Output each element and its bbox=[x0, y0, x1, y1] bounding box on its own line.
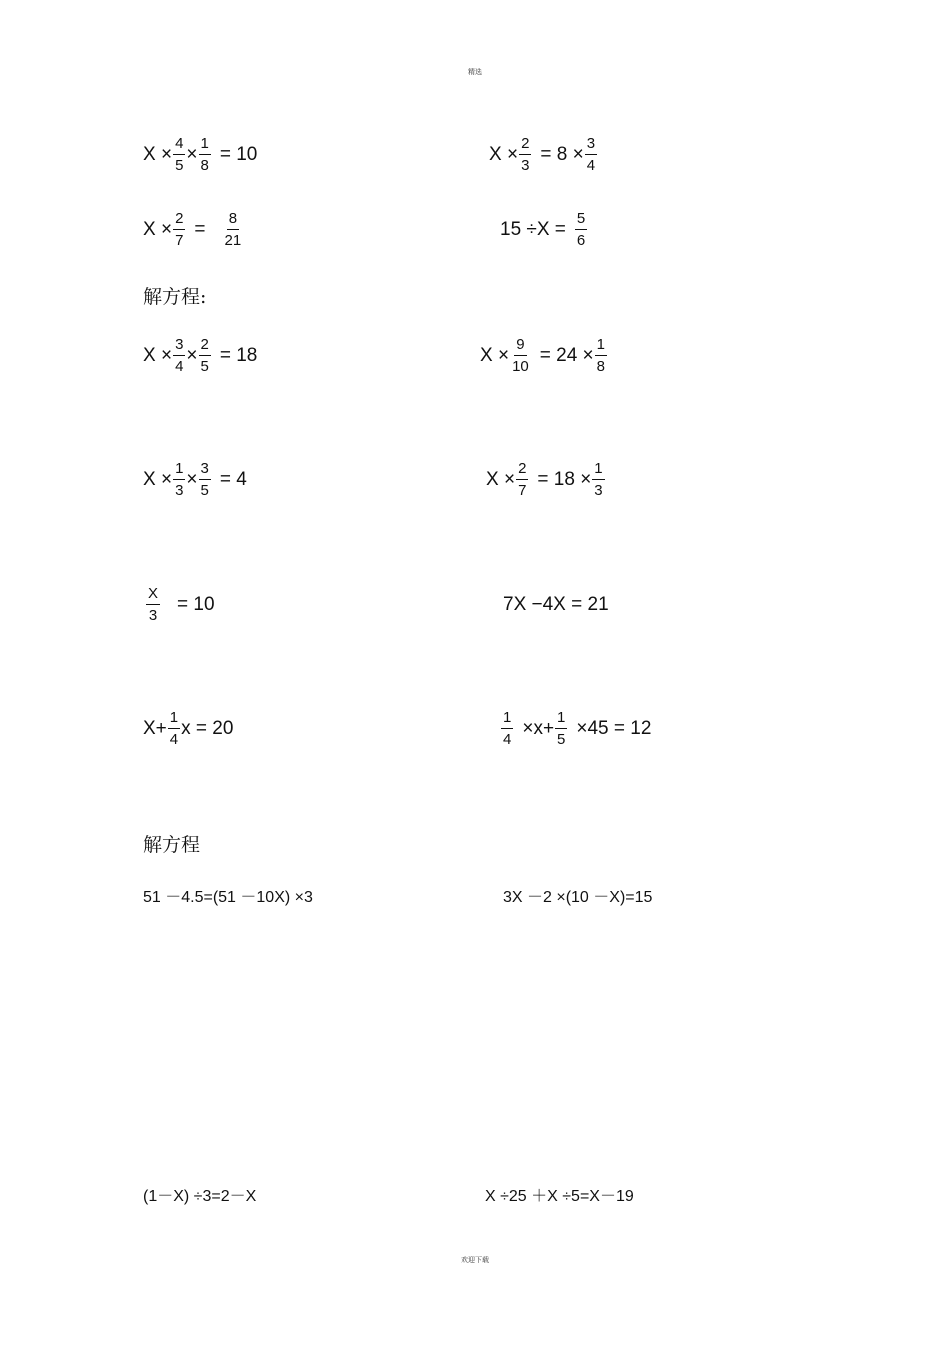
equation-text: × bbox=[186, 468, 198, 490]
denominator: 3 bbox=[521, 156, 530, 174]
equation-text: = 18 bbox=[219, 344, 258, 366]
numerator: 5 bbox=[575, 211, 587, 230]
equation-text: = 10 bbox=[219, 143, 258, 165]
equation-text: X+ bbox=[143, 717, 167, 739]
denominator: 4 bbox=[175, 357, 184, 375]
denominator: 7 bbox=[518, 481, 527, 499]
equation-text: = 24 × bbox=[539, 344, 594, 366]
equation-text: = 8 × bbox=[540, 143, 584, 165]
numerator: 8 bbox=[227, 211, 239, 230]
fraction bbox=[173, 136, 185, 173]
equation-text: X × bbox=[489, 143, 519, 165]
equation-11 bbox=[143, 708, 233, 748]
equation-3 bbox=[143, 209, 244, 249]
fraction bbox=[199, 337, 211, 374]
fraction bbox=[575, 211, 587, 248]
equation-text: X × bbox=[486, 468, 516, 490]
denominator: 7 bbox=[175, 231, 184, 249]
numerator: 3 bbox=[585, 136, 597, 155]
numerator: 1 bbox=[592, 461, 604, 480]
equation-6 bbox=[480, 335, 608, 375]
equation-7 bbox=[143, 459, 247, 499]
fraction bbox=[501, 710, 513, 747]
numerator: 2 bbox=[173, 211, 185, 230]
equation-text: = 4 bbox=[219, 468, 247, 490]
page-header: 精选 bbox=[468, 68, 482, 76]
numerator: 1 bbox=[173, 461, 185, 480]
numerator: 3 bbox=[173, 337, 185, 356]
equation-13: 51 －4.5=(51 －10X) ×3 bbox=[143, 889, 313, 906]
fraction bbox=[168, 710, 180, 747]
numerator: 2 bbox=[519, 136, 531, 155]
section-heading: 解方程: bbox=[143, 286, 207, 308]
numerator: 1 bbox=[555, 710, 567, 729]
equation-1 bbox=[143, 134, 257, 174]
equation-text: 15 ÷X = bbox=[500, 218, 566, 240]
denominator: 21 bbox=[224, 231, 242, 249]
fraction bbox=[199, 461, 211, 498]
equation-12 bbox=[500, 708, 651, 748]
equation-text: X × bbox=[143, 218, 173, 240]
fraction bbox=[595, 337, 607, 374]
numerator: 2 bbox=[199, 337, 211, 356]
fraction bbox=[173, 337, 185, 374]
denominator: 5 bbox=[200, 357, 209, 375]
equation-text: = 18 × bbox=[537, 468, 592, 490]
numerator: 1 bbox=[199, 136, 211, 155]
equation-2 bbox=[489, 134, 598, 174]
page-footer: 欢迎下载 bbox=[461, 1256, 489, 1264]
denominator: 3 bbox=[594, 481, 603, 499]
fraction bbox=[555, 710, 567, 747]
equation-text: ×45 = 12 bbox=[576, 717, 652, 739]
fraction bbox=[592, 461, 604, 498]
denominator: 5 bbox=[200, 481, 209, 499]
denominator: 8 bbox=[200, 156, 209, 174]
equation-text: = 10 bbox=[177, 593, 215, 615]
equation-text: = bbox=[194, 218, 206, 240]
numerator: 2 bbox=[516, 461, 528, 480]
fraction bbox=[173, 461, 185, 498]
equation-9 bbox=[145, 584, 215, 624]
denominator: 4 bbox=[503, 730, 512, 748]
equation-15: (1－X) ÷3=2－X bbox=[143, 1188, 257, 1205]
equation-text: ×x+ bbox=[522, 717, 555, 739]
denominator: 5 bbox=[557, 730, 566, 748]
fraction bbox=[223, 211, 244, 248]
equation-text: × bbox=[186, 344, 198, 366]
denominator: 10 bbox=[512, 357, 529, 375]
equation-text: X × bbox=[143, 143, 173, 165]
equation-text: X × bbox=[480, 344, 510, 366]
equation-10 bbox=[503, 584, 609, 624]
denominator: 3 bbox=[148, 606, 158, 624]
equation-text: X × bbox=[143, 468, 173, 490]
fraction bbox=[510, 337, 531, 374]
denominator: 6 bbox=[576, 231, 586, 249]
numerator: 1 bbox=[595, 337, 607, 356]
fraction bbox=[146, 586, 160, 623]
section-heading: 解方程 bbox=[143, 834, 201, 856]
numerator: 1 bbox=[168, 710, 180, 729]
denominator: 4 bbox=[586, 156, 596, 174]
equation-14: 3X －2 ×(10 －X)=15 bbox=[503, 889, 653, 906]
fraction bbox=[199, 136, 211, 173]
numerator: 3 bbox=[199, 461, 211, 480]
equation-text: x = 20 bbox=[181, 717, 234, 739]
denominator: 8 bbox=[596, 357, 605, 375]
numerator: 9 bbox=[514, 337, 526, 356]
numerator: X bbox=[146, 586, 160, 605]
fraction bbox=[585, 136, 597, 173]
equation-5 bbox=[143, 335, 257, 375]
equation-text: 7X −4X = 21 bbox=[503, 593, 609, 615]
denominator: 3 bbox=[175, 481, 184, 499]
denominator: 5 bbox=[175, 156, 184, 174]
fraction bbox=[516, 461, 528, 498]
fraction bbox=[173, 211, 185, 248]
numerator: 1 bbox=[501, 710, 513, 729]
equation-8 bbox=[486, 459, 606, 499]
fraction bbox=[519, 136, 531, 173]
equation-4 bbox=[500, 209, 588, 249]
numerator: 4 bbox=[173, 136, 185, 155]
denominator: 4 bbox=[169, 730, 179, 748]
equation-text: X × bbox=[143, 344, 173, 366]
equation-16: X ÷25 ＋X ÷5=X－19 bbox=[485, 1188, 634, 1205]
equation-text: × bbox=[186, 143, 198, 165]
